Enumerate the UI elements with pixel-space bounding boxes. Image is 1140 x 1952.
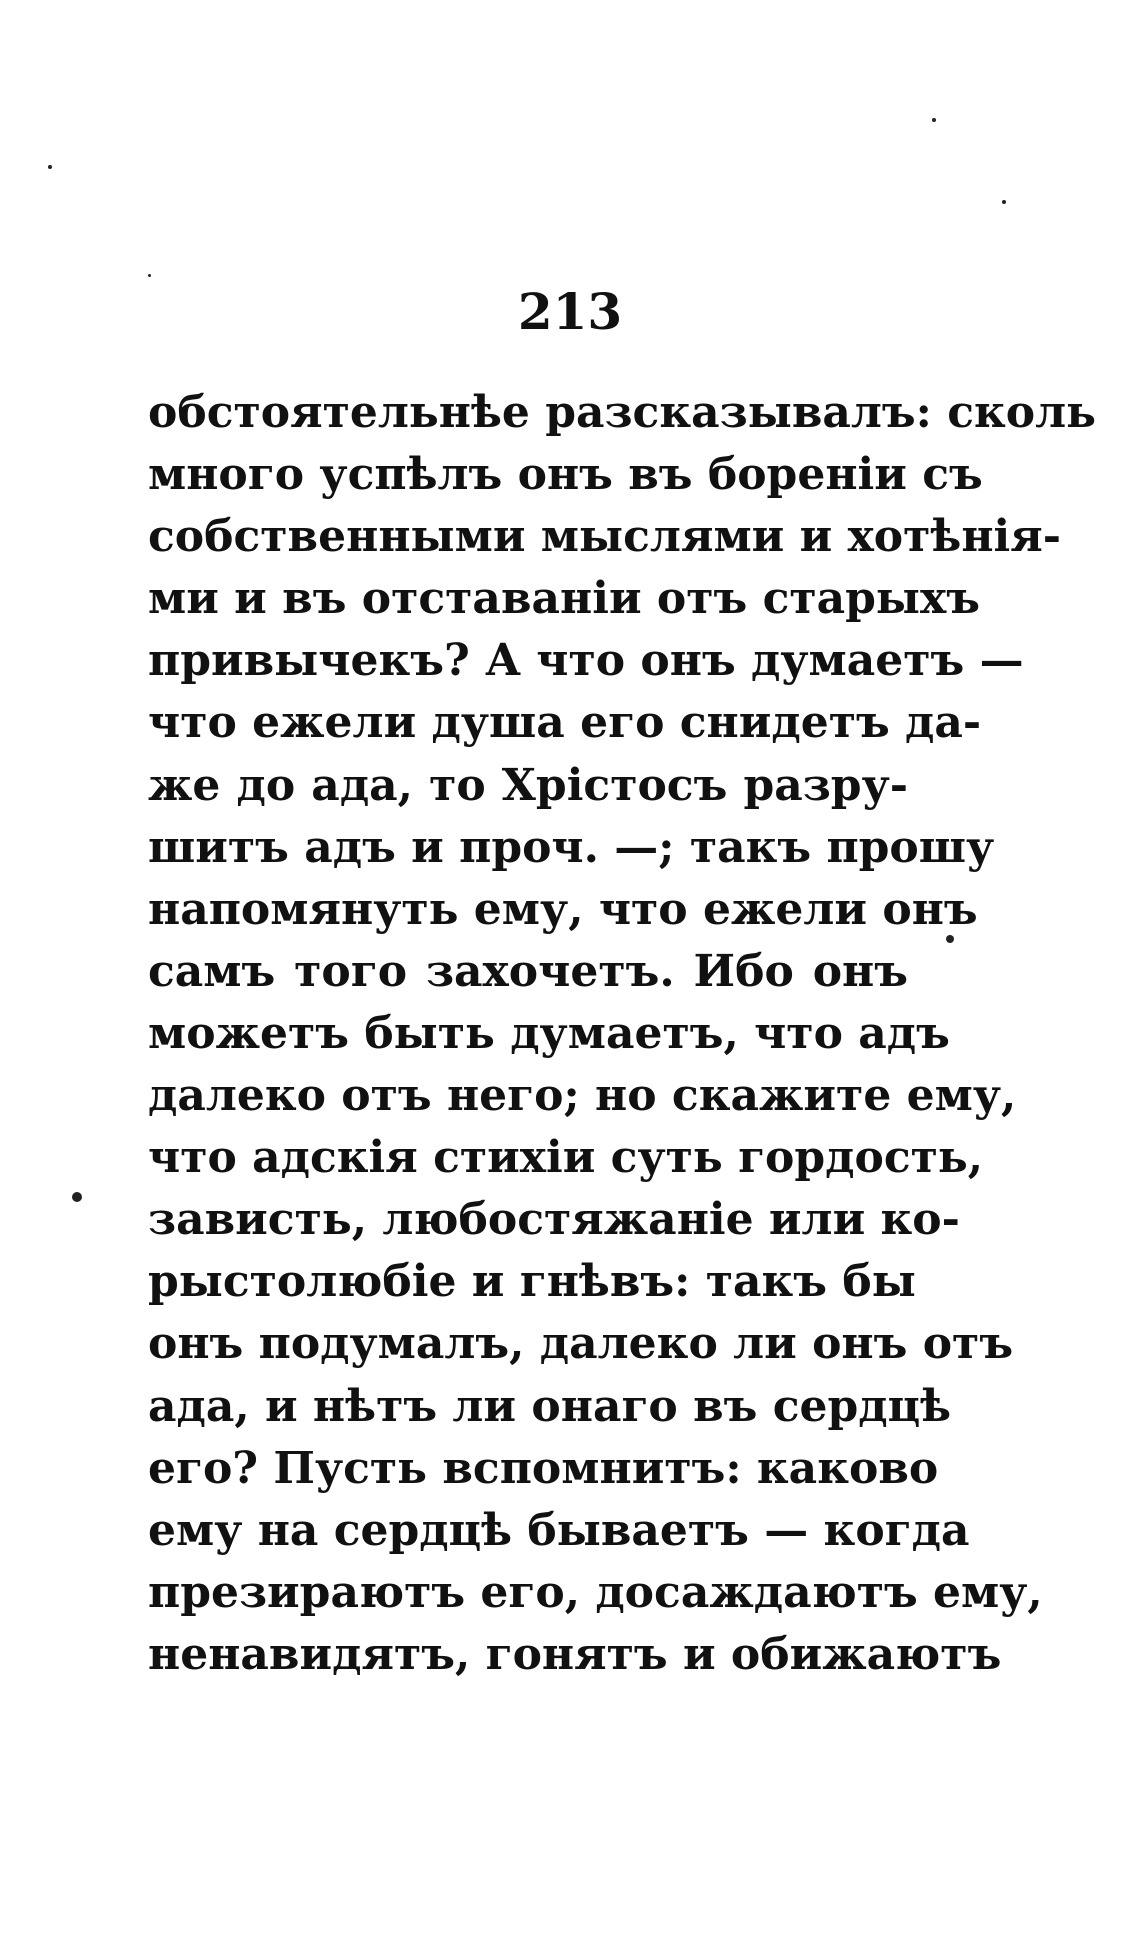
text-line: его? Пусть вспомнитъ: каково <box>148 1442 939 1494</box>
print-speck <box>72 1192 82 1202</box>
text-line: ненавидятъ, гонятъ и обижаютъ <box>148 1628 1002 1680</box>
text-line: что адскія стихіи суть гордость, <box>148 1132 984 1184</box>
print-speck <box>932 118 936 122</box>
page-number: 213 <box>517 282 623 341</box>
text-line: привычекъ? А что онъ думаетъ — <box>148 635 1024 687</box>
text-line: что ежели душа его снидетъ да- <box>148 697 982 749</box>
text-line: много успѣлъ онъ въ бореніи съ <box>148 449 983 501</box>
print-speck <box>1002 200 1006 204</box>
print-speck <box>946 935 954 943</box>
text-line: презираютъ его, досаждаютъ ему, <box>148 1566 1043 1618</box>
text-line: ему на сердцѣ бываетъ — когда <box>148 1504 970 1556</box>
text-line: зависть, любостяжаніе или ко- <box>148 1194 960 1246</box>
text-line: собственными мыслями и хотѣнія- <box>148 511 1062 563</box>
text-line: можетъ быть думаетъ, что адъ <box>148 1007 950 1059</box>
text-line: напомянуть ему, что ежели онъ <box>148 883 978 935</box>
text-line: рыстолюбіе и гнѣвъ: такъ бы <box>148 1256 916 1308</box>
print-speck <box>148 274 151 277</box>
text-line: далеко отъ него; но скажите ему, <box>148 1070 1017 1122</box>
text-line: обстоятельнѣе разсказывалъ: сколь <box>148 387 1097 438</box>
text-line: ми и въ отставаніи отъ старыхъ <box>148 573 981 625</box>
print-speck <box>48 165 52 169</box>
text-line: шитъ адъ и проч. —; такъ прошу <box>148 821 995 873</box>
text-line: онъ подумалъ, далеко ли онъ отъ <box>148 1318 1014 1370</box>
text-line: же до ада, то Хрістосъ разру- <box>148 759 908 811</box>
text-line: самъ того захочетъ. Ибо онъ <box>148 945 908 997</box>
body-text <box>148 382 1097 1686</box>
text-line: ада, и нѣтъ ли онаго въ сердцѣ <box>148 1380 952 1432</box>
